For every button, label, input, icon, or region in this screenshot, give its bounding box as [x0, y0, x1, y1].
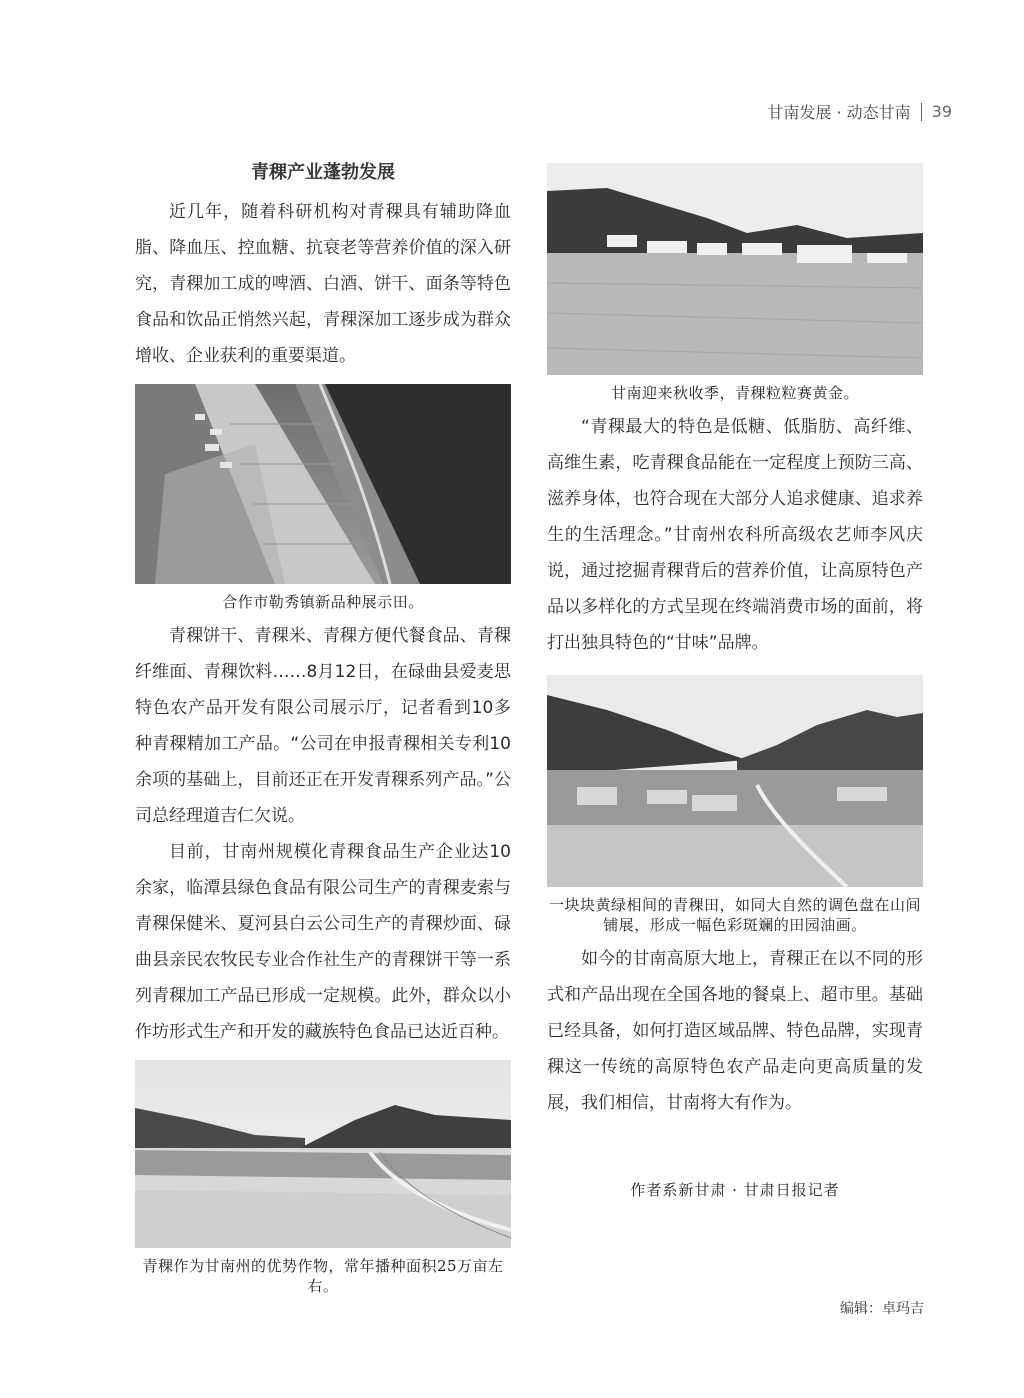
page-header — [767, 100, 952, 123]
harvest-field-image — [547, 163, 923, 375]
author-byline: 作者系新甘肃 · 甘肃日报记者 — [630, 1181, 840, 1199]
header-divider — [921, 103, 922, 121]
photo-planting-area — [135, 1060, 511, 1248]
left-column — [135, 150, 511, 1302]
photo-caption: 一块块黄绿相间的青稞田，如同大自然的调色盘在山间铺展，形成一幅色彩斑斓的田园油画。 — [548, 896, 921, 934]
page-number: 39 — [931, 102, 952, 121]
paragraph-nutrition: “青稞最大的特色是低糖、低脂肪、高纤维、高维生素，吃青稞食品能在一定程度上预防三高、滋养身体，也符合现在大部分人追求健康、追求养生的生活理念。”甘南州农科所高级农艺师李风庆说，通过挖掘青稞背后的营养价值，让高原特色产品以多样化的方式呈现在终端消费市场的面前，将打出独具特色的“甘味”品牌。 — [547, 417, 923, 653]
village-field-image — [547, 675, 923, 887]
paragraph-intro: 近几年，随着科研机构对青稞具有辅助降血脂、降血压、控血糖、抗衰老等营养价值的深入研究，青稞加工成的啤酒、白酒、饼干、面条等特色食品和饮品正悄然兴起，青稞深加工逐步成为群众增收、企业获利的重要渠道。 — [135, 202, 511, 366]
section-title: 青稞产业蓬勃发展 — [251, 162, 395, 183]
photo-caption: 青稞作为甘南州的优势作物，常年播种面积25万亩左右。 — [142, 1257, 504, 1295]
valley-field-image — [135, 1060, 511, 1248]
photo-caption: 甘南迎来秋收季，青稞粒粒赛黄金。 — [610, 384, 859, 402]
paragraph-products: 青稞饼干、青稞米、青稞方便代餐食品、青稞纤维面、青稞饮料……8月12日，在碌曲县爱麦思特色农产品开发有限公司展示厅，记者看到10多种青稞精加工产品。“公司在申报青稞相关专利10余项的基础上，目前还正在开发青稞系列产品。”公司总经理道吉仁欠说。 — [135, 626, 511, 826]
photo-harvest — [547, 163, 923, 375]
paragraph-outlook: 如今的甘南高原大地上，青稞正在以不同的形式和产品出现在全国各地的餐桌上、超市里。基础已经具备，如何打造区域品牌、特色品牌，实现青稞这一传统的高原特色农产品走向更高质量的发展，我们相信，甘南将大有作为。 — [547, 949, 923, 1113]
aerial-field-image — [135, 384, 511, 584]
photo-caption: 合作市勒秀镇新品种展示田。 — [222, 593, 424, 611]
section-label: 甘南发展 · 动态甘南 — [767, 103, 911, 122]
photo-colorful-fields — [547, 675, 923, 887]
editor-credit: 编辑：卓玛吉 — [840, 1301, 924, 1317]
paragraph-companies: 目前，甘南州规模化青稞食品生产企业达10余家，临潭县绿色食品有限公司生产的青稞麦索与青稞保健米、夏河县白云公司生产的青稞炒面、碌曲县亲民农牧民专业合作社生产的青稞饼干等一系列青稞加工产品已形成一定规模。此外，群众以小作坊形式生产和开发的藏族特色食品已达近百种。 — [135, 842, 511, 1042]
photo-demonstration-field — [135, 384, 511, 584]
right-column — [547, 163, 923, 1200]
